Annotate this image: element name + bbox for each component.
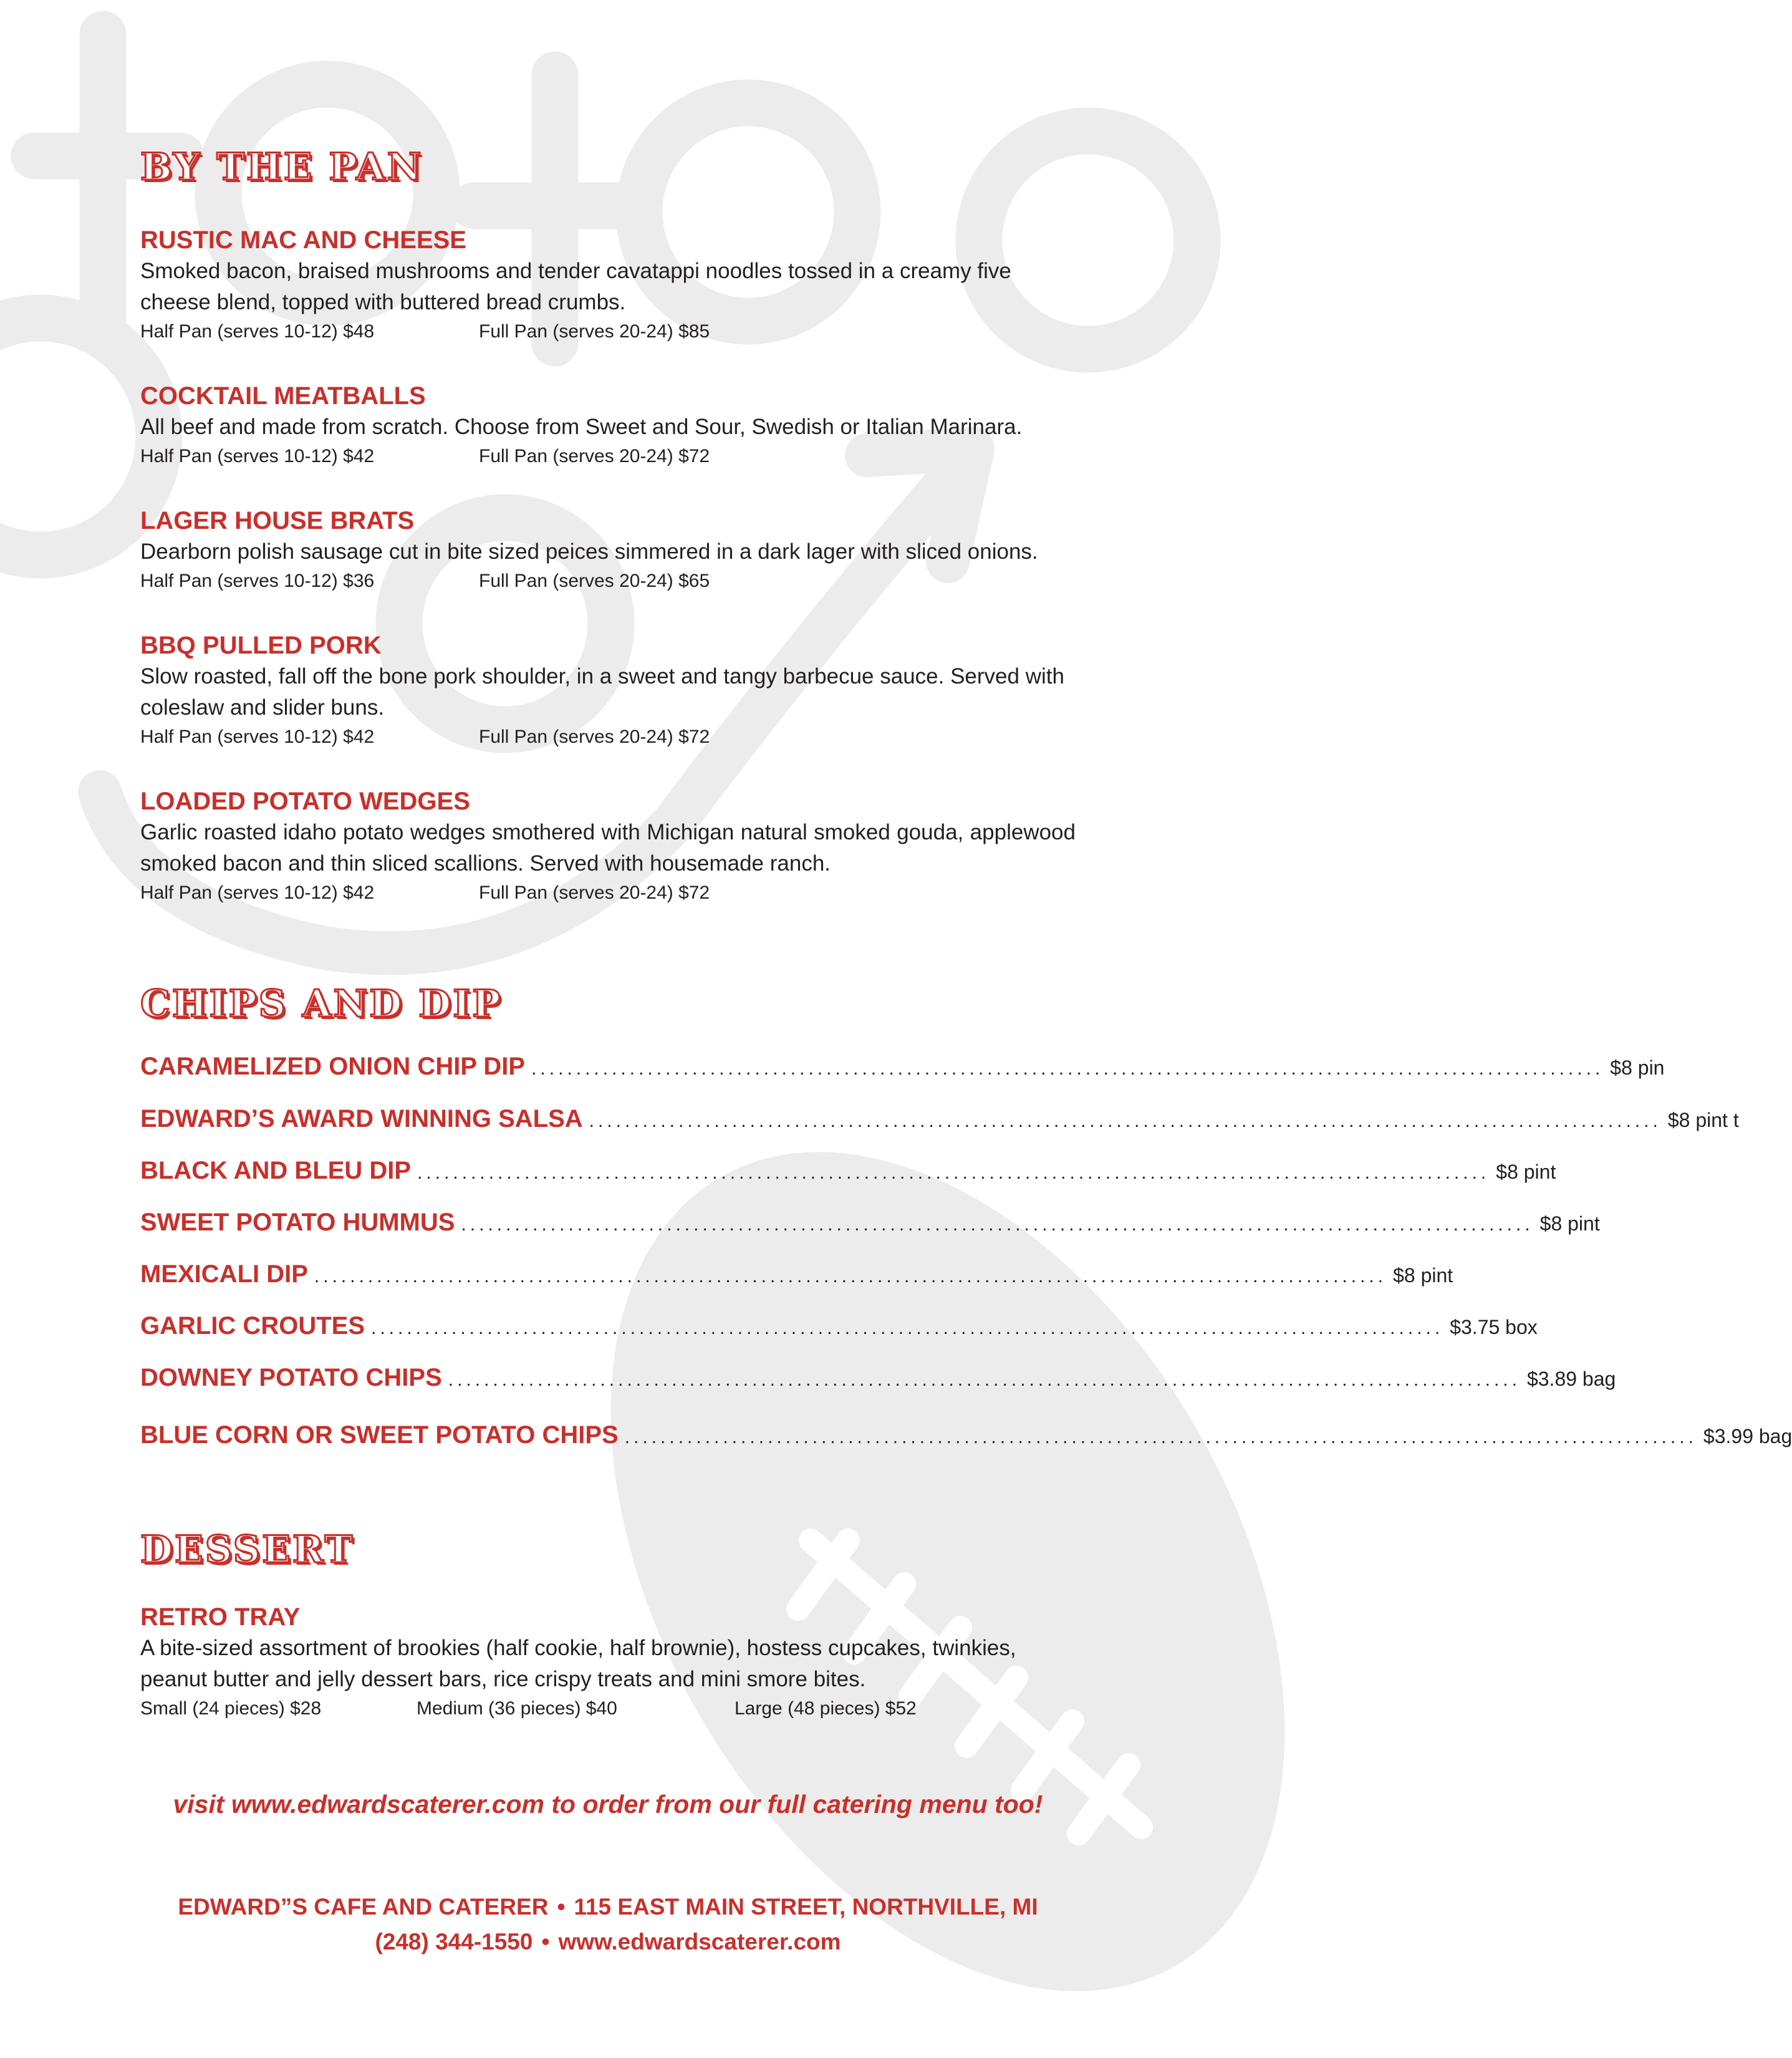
dot-leader: ........................................................................................................................	[461, 1214, 1534, 1235]
full-pan-price: Full Pan (serves 20-24) $65	[479, 571, 710, 591]
full-pan-price: Full Pan (serves 20-24) $72	[479, 727, 710, 747]
item-name: COCKTAIL MEATBALLS	[140, 382, 426, 410]
dot-leader: ........................................................................................................................	[624, 1427, 1697, 1447]
footer-separator: •	[557, 1894, 566, 1920]
item-description: All beef and made from scratch. Choose from Sweet and Sour, Swedish or Italian Marinara.	[140, 415, 1023, 439]
menu-item	[140, 1601, 1076, 1722]
half-pan-price: Half Pan (serves 10-12) $42	[140, 882, 375, 903]
list-item	[140, 1209, 1600, 1237]
list-item	[140, 1157, 1556, 1185]
item-description: Garlic roasted idaho potato wedges smothered with Michigan natural smoked gouda, applewood smoked bacon and thin sliced scallions. Served with housemade ranch.	[140, 820, 1076, 876]
full-pan-price: Full Pan (serves 20-24) $72	[479, 882, 710, 903]
chip-item-price: $8 pint	[1496, 1161, 1556, 1183]
chip-item-price: $8 pint t	[1667, 1109, 1739, 1131]
dot-leader: ........................................................................................................................	[448, 1370, 1521, 1390]
section-title-chips-and-dip: CHIPS AND DIP	[140, 982, 503, 1026]
chip-item-name: BLUE CORN OR SWEET POTATO CHIPS	[140, 1421, 619, 1449]
chip-item-name: BLACK AND BLEU DIP	[140, 1157, 412, 1184]
item-description: Dearborn polish sausage cut in bite sized peices simmered in a dark lager with sliced onions.	[140, 539, 1038, 564]
item-prices	[140, 1695, 1076, 1722]
dot-leader: ........................................................................................................................	[531, 1058, 1604, 1079]
dot-leader: ........................................................................................................................	[371, 1318, 1444, 1338]
item-name: RETRO TRAY	[140, 1603, 301, 1631]
item-description: A bite-sized assortment of brookies (half cookie, half brownie), hostess cupcakes, twinkies, peanut butter and jelly dessert bars, rice crispy treats and mini smore bites.	[140, 1636, 1016, 1691]
item-prices	[140, 723, 1076, 751]
list-item	[140, 1260, 1453, 1288]
chip-item-price: $8 pint	[1539, 1212, 1600, 1235]
half-pan-price: Half Pan (serves 10-12) $48	[140, 321, 375, 342]
chip-item-price: $3.99 bag	[1703, 1425, 1792, 1447]
item-name: RUSTIC MAC AND CHEESE	[140, 226, 466, 254]
full-pan-price: Full Pan (serves 20-24) $85	[479, 321, 710, 342]
large-tray-price: Large (48 pieces) $52	[735, 1698, 917, 1719]
business-address: 115 EAST MAIN STREET, NORTHVILLE, MI	[574, 1894, 1038, 1920]
section-title-by-the-pan: BY THE PAN	[140, 145, 423, 189]
chip-item-name: CARAMELIZED ONION CHIP DIP	[140, 1053, 526, 1080]
list-item	[140, 1421, 1792, 1449]
item-name: LOADED POTATO WEDGES	[140, 788, 470, 815]
chip-item-name: DOWNEY POTATO CHIPS	[140, 1364, 442, 1391]
half-pan-price: Half Pan (serves 10-12) $42	[140, 446, 375, 466]
half-pan-price: Half Pan (serves 10-12) $42	[140, 727, 375, 747]
chip-item-name: EDWARD’S AWARD WINNING SALSA	[140, 1105, 583, 1133]
medium-tray-price: Medium (36 pieces) $40	[417, 1698, 617, 1719]
section-title-dessert: DESSERT	[140, 1528, 355, 1572]
item-prices	[140, 879, 1076, 907]
dot-leader: ........................................................................................................................	[589, 1111, 1662, 1131]
item-name: BBQ PULLED PORK	[140, 632, 382, 659]
item-name: LAGER HOUSE BRATS	[140, 507, 415, 534]
menu-item	[140, 786, 1076, 907]
chip-item-name: MEXICALI DIP	[140, 1260, 308, 1288]
business-name: EDWARD”S CAFE AND CATERER	[178, 1894, 549, 1920]
menu-item	[140, 505, 1076, 595]
business-phone: (248) 344-1550	[375, 1929, 533, 1954]
small-tray-price: Small (24 pieces) $28	[140, 1698, 322, 1719]
item-prices	[140, 318, 1076, 345]
visit-website-callout: visit www.edwardscaterer.com to order from our full catering menu too!	[173, 1790, 1043, 1819]
list-item	[140, 1105, 1739, 1133]
list-item	[140, 1312, 1538, 1340]
chip-item-price: $8 pint	[1393, 1264, 1453, 1287]
list-item	[140, 1053, 1665, 1081]
item-prices	[140, 443, 1076, 470]
full-pan-price: Full Pan (serves 20-24) $72	[479, 446, 710, 466]
chip-item-name: SWEET POTATO HUMMUS	[140, 1209, 455, 1236]
footer-separator: •	[541, 1929, 550, 1954]
item-description: Smoked bacon, braised mushrooms and tender cavatappi noodles tossed in a creamy five cheese blend, topped with buttered bread crumbs.	[140, 259, 1011, 314]
item-prices	[140, 568, 1076, 595]
list-item	[140, 1364, 1616, 1392]
menu-item	[140, 225, 1076, 345]
dot-leader: ........................................................................................................................	[314, 1266, 1387, 1287]
dot-leader: ........................................................................................................................	[417, 1162, 1490, 1183]
chip-item-price: $8 pin	[1610, 1056, 1665, 1079]
footer-line-2	[0, 1925, 1216, 1959]
chip-item-price: $3.75 box	[1450, 1316, 1538, 1338]
item-description: Slow roasted, fall off the bone pork shoulder, in a sweet and tangy barbecue sauce. Served with coleslaw and slider buns.	[140, 664, 1064, 720]
chip-item-price: $3.89 bag	[1526, 1368, 1616, 1390]
chip-item-name: GARLIC CROUTES	[140, 1312, 365, 1340]
half-pan-price: Half Pan (serves 10-12) $36	[140, 571, 375, 591]
menu-item	[140, 630, 1076, 751]
menu-item	[140, 380, 1076, 470]
footer-line-1	[0, 1890, 1216, 1925]
business-website: www.edwardscaterer.com	[558, 1929, 841, 1954]
